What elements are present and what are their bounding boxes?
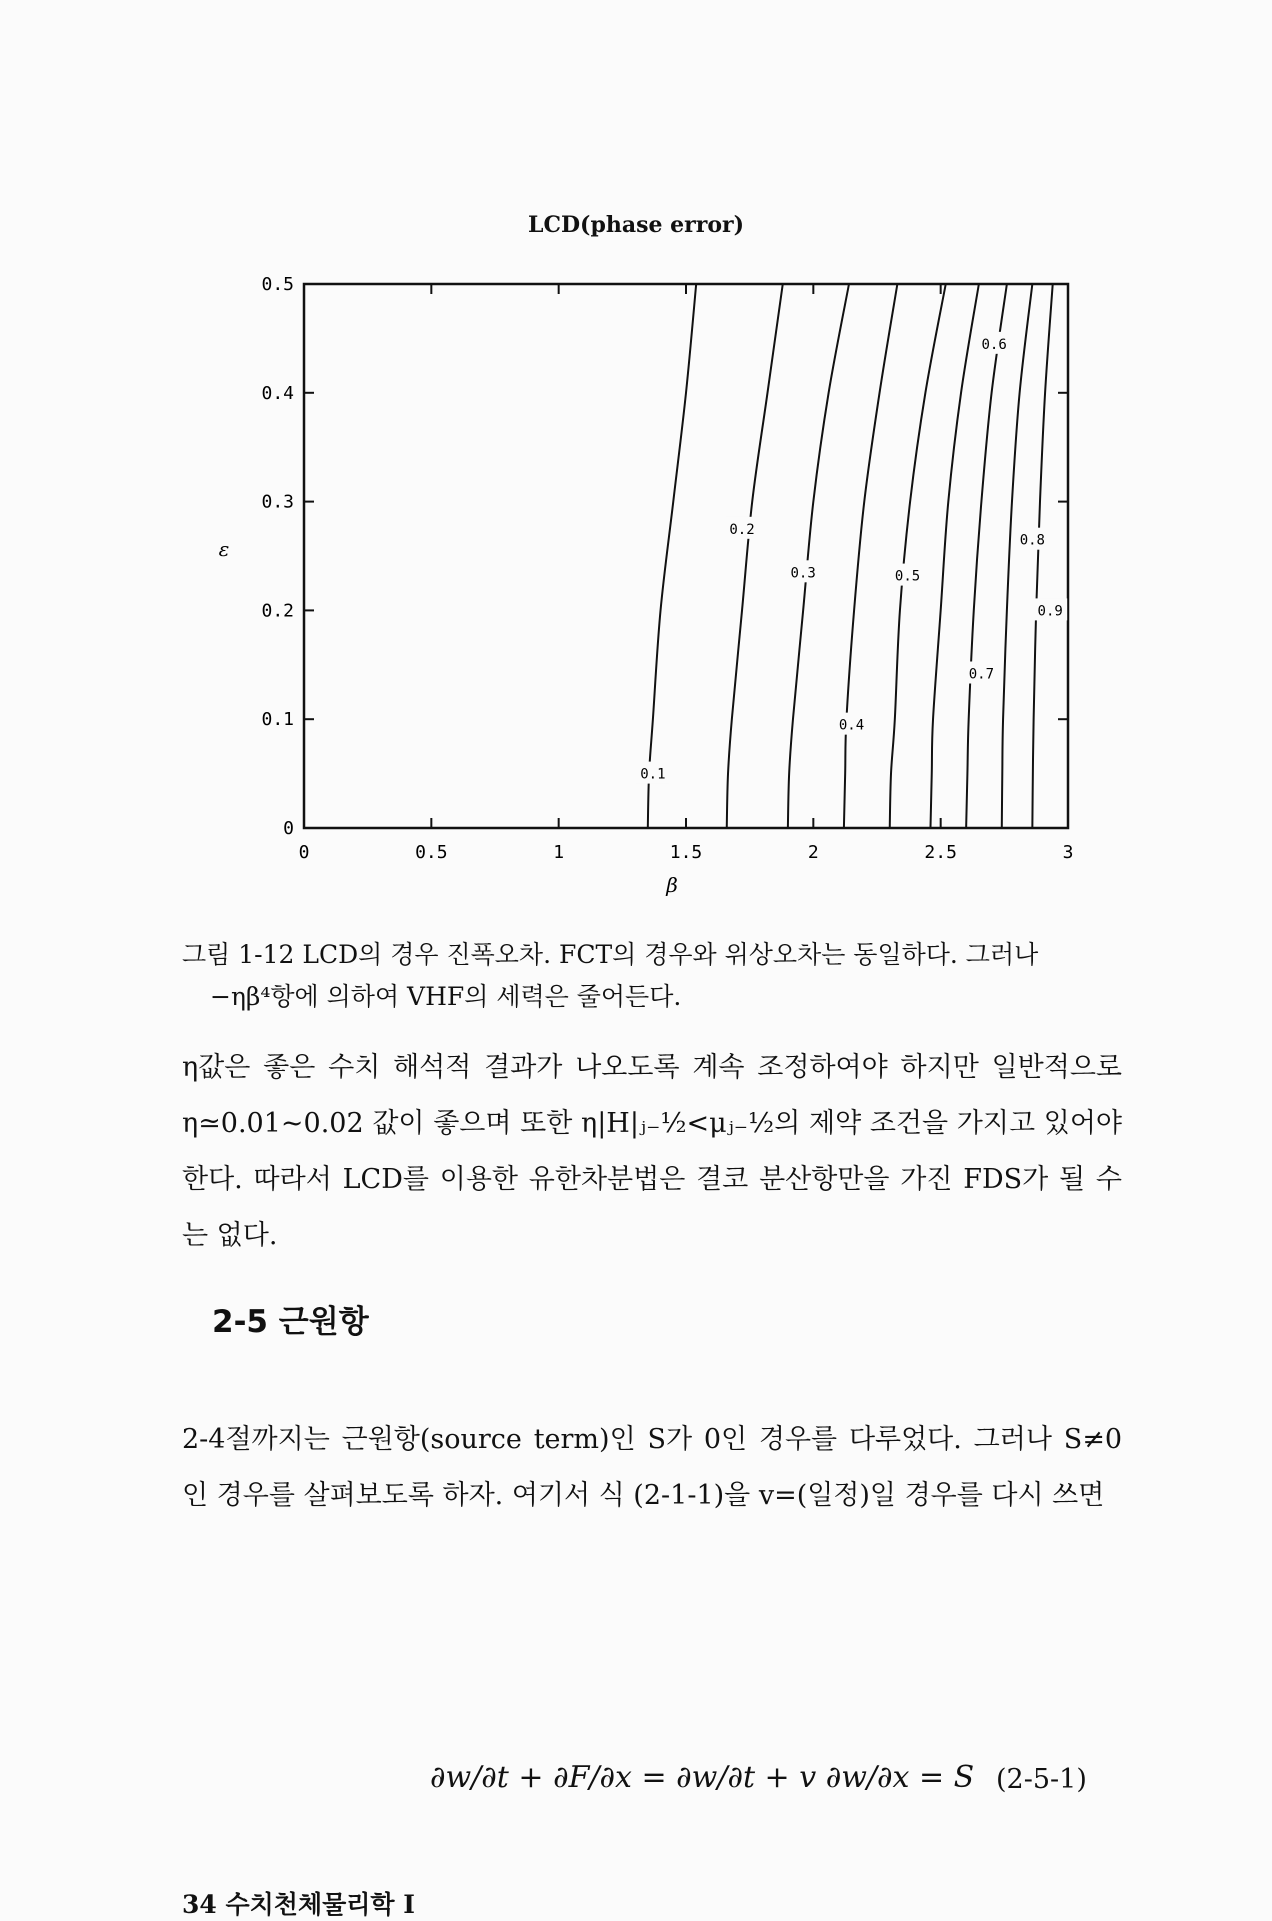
x-tick-label: 2 bbox=[807, 842, 819, 863]
x-tick-label: 2.5 bbox=[924, 842, 957, 863]
equation: ∂w/∂t + ∂F/∂x = ∂w/∂t + v ∂w/∂x = S bbox=[430, 1760, 975, 1795]
paragraph-2: 2-4절까지는 근원항(source term)인 S가 0인 경우를 다루었다. 그러나 S≠0인 경우를 살펴보도록 하자. 여기서 식 (2-1-1)을 v=(일정)일 경우를 다시 쓰면 bbox=[182, 1424, 1122, 1511]
plot-frame bbox=[304, 284, 1068, 828]
contour-line-0.7 bbox=[966, 284, 1007, 828]
caption-line-2: −ηβ⁴항에 의하여 VHF의 세력은 줄어든다. bbox=[210, 982, 682, 1011]
y-tick-label: 0.4 bbox=[261, 382, 294, 404]
section-heading: 2-5 근원항 bbox=[212, 1304, 369, 1340]
equation-number: (2-5-1) bbox=[996, 1764, 1087, 1795]
contour-line-0.4 bbox=[844, 284, 897, 828]
x-tick-label: 3 bbox=[1062, 842, 1074, 863]
x-tick-label: 1 bbox=[553, 842, 565, 863]
contour-label: 0.5 bbox=[894, 568, 921, 585]
contour-line-0.9 bbox=[1032, 284, 1052, 828]
contour-label: 0.1 bbox=[640, 766, 666, 783]
contour-label: 0.7 bbox=[968, 666, 995, 683]
contour-label: 0.2 bbox=[729, 521, 755, 538]
page-footer: 34 수치천체물리학 Ⅰ bbox=[182, 1890, 415, 1919]
contour-line-0.1 bbox=[648, 284, 696, 828]
contour-label: 0.9 bbox=[1037, 603, 1063, 620]
y-tick-label: 0.1 bbox=[261, 709, 294, 731]
y-tick-label: 0.2 bbox=[261, 600, 294, 622]
x-tick-label: 0.5 bbox=[415, 842, 448, 863]
figure-caption bbox=[182, 934, 1122, 1018]
contour-chart bbox=[0, 0, 1272, 900]
y-tick-label: 0 bbox=[283, 818, 294, 839]
x-tick-label: 0 bbox=[298, 842, 310, 863]
y-tick-label: 0.3 bbox=[261, 491, 294, 513]
contour-label: 0.6 bbox=[981, 336, 1007, 353]
chart-title: LCD(phase error) bbox=[528, 212, 744, 238]
contour-line-0.2 bbox=[727, 284, 783, 828]
contour-label: 0.3 bbox=[790, 565, 816, 582]
x-tick-label: 1.5 bbox=[669, 842, 703, 863]
y-axis-label: ε bbox=[218, 537, 230, 561]
contour-line-0.8 bbox=[1002, 284, 1033, 828]
y-tick-label: 0.5 bbox=[261, 274, 294, 295]
contour-line-0.3 bbox=[788, 284, 849, 828]
contour-line-0.5 bbox=[890, 284, 946, 828]
contour-line-0.6 bbox=[930, 284, 978, 828]
paragraph-1: η값은 좋은 수치 해석적 결과가 나오도록 계속 조정하여야 하지만 일반적으로 η≃0.01~0.02 값이 좋으며 또한 η|H|ⱼ₋½<μⱼ₋½의 제약 조건을 가지고 있어야 한다. 따라서 LCD를 이용한 유한차분법은 결코 분산항만을 가진 FDS가 될 수는 없다. bbox=[182, 1052, 1123, 1251]
contour-label: 0.4 bbox=[838, 717, 865, 734]
caption-line-1: 그림 1-12 LCD의 경우 진폭오차. FCT의 경우와 위상오차는 동일하다. 그러나 bbox=[182, 940, 1039, 969]
x-axis-label: β bbox=[666, 873, 678, 897]
contour-label: 0.8 bbox=[1019, 532, 1045, 549]
